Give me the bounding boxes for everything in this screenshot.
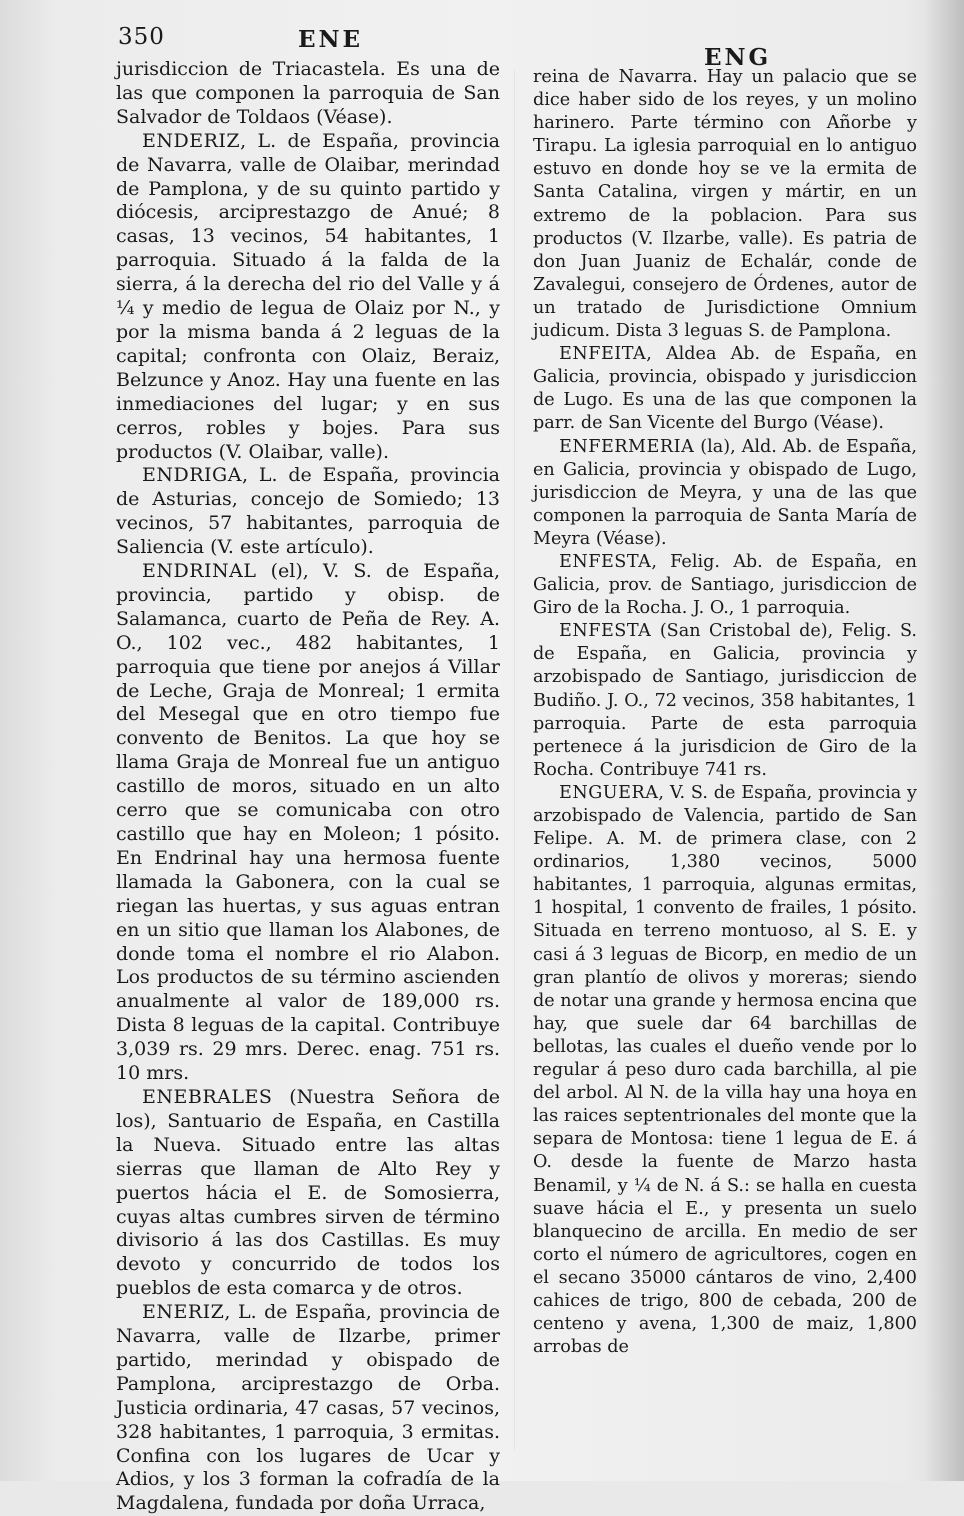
entry-enguera <box>533 782 917 1359</box>
column-gutter <box>514 70 515 1450</box>
entry-headword: ENFESTA <box>559 551 652 572</box>
page-number: 350 <box>118 24 165 50</box>
entry-headword: ENGUERA <box>559 782 659 803</box>
left-running-head: ENE <box>298 26 364 53</box>
page-edge-shadow <box>924 0 964 1481</box>
entry-endrinal <box>116 560 500 1086</box>
entry-headword: ENFERMERIA <box>559 436 695 457</box>
entry-text: (Nuestra Señora de los), Santuario de España, en Castilla la Nueva. Situado entre las altas sierras que llaman de Alto Rey y puertos hácia el E. de Somosierra, cuyas altas cumbres sirven de término divisorio á las dos Castillas. Es muy devoto y concurrido de todos los pueblos de esta comarca y de otros. <box>116 1085 500 1300</box>
entry-enderiz <box>116 130 500 465</box>
entry-text: , V. S. de España, provincia y arzobispado de Valencia, partido de San Felipe. A. M. de primera clase, con 2 ordinarios, 1,380 vecinos, 5000 habitantes, 1 parroquia, algunas ermitas, 1 hospital, 1 convento de frailes, 1 pósito. Situada en terreno montuoso, al S. E. y casi á 3 leguas de Bicorp, en medio de un gran plantío de olivos y moreras; siendo de notar una grande y hermosa encina que hay, que suele dar 64 barchillas de bellotas, las cuales el dueño vende por lo regular á peso duro cada barchilla, al pie del arbol. Al N. de la villa hay una hoya en las raices septentrionales del monte que la separa de Montosa: tiene 1 legua de E. á O. desde la fuente de Marzo hasta Benamil, y ¼ de N. á S.: se halla en cuesta suave hácia el E., y presenta un suelo blanquecino de arcilla. En medio de ser corto el número de agricultores, cogen en el secano 35000 cántaros de vino, 2,400 cahices de trigo, 800 de cebada, 200 de centeno y avena, 1,300 de maiz, 1,800 arrobas de <box>533 782 917 1358</box>
entry-headword: ENFEITA <box>559 344 647 365</box>
entry-text: , L. de España, provincia de Navarra, valle de Olaibar, merindad de Pamplona, y de su quinto partido y diócesis, arciprestazgo de Anué; 8 casas, 13 vecinos, 54 habitantes, 1 parroquia. Situado á la falda de la sierra, á la derecha del rio del Valle y á ¼ y medio de legua de Olaiz por N., y por la misma banda á 2 leguas de la capital; confronta con Olaiz, Beraiz, Belzunce y Anoz. Hay una fuente en las inmediaciones del lugar; y en sus cerros, robles y bojes. Para sus productos (V. Olaibar, valle). <box>116 129 500 463</box>
entry-continuation <box>533 66 917 343</box>
entry-text: , Aldea Ab. de España, en Galicia, provincia, obispado y jurisdiccion de Lugo. Es una de las que componen la parr. de San Vicente del Burgo (Véase). <box>533 344 917 434</box>
left-column <box>116 58 500 1516</box>
right-column <box>533 66 917 1359</box>
entry-text: reina de Navarra. Hay un palacio que se dice haber sido de los reyes, y un molino harinero. Parte término con Añorbe y Tirapu. La iglesia parroquial en lo antiguo estuvo en donde hoy se ve la ermita de Santa Catalina, virgen y mártir, en un extremo de la poblacion. Para sus productos (V. Ilzarbe, valle). Es patria de don Juan Juaniz de Echalár, conde de Zavalegui, consejero de Órdenes, autor de un tratado de Jurisdictione Omnium judicum. Dista 3 leguas S. de Pamplona. <box>533 67 917 342</box>
entry-enfeita <box>533 343 917 435</box>
entry-headword: ENDRINAL <box>142 560 257 583</box>
entry-eneriz <box>116 1301 500 1516</box>
entry-text: (la), Ald. Ab. de España, en Galicia, provincia y obispado de Lugo, jurisdiccion de Meyra, y una de las que componen la parroquia de Santa María de Meyra (Véase). <box>533 436 917 549</box>
entry-text: , L. de España, provincia de Asturias, concejo de Somiedo; 13 vecinos, 57 habitantes, parroquia de Saliencia (V. este artículo). <box>116 464 500 559</box>
entry-enfesta-san-cristobal <box>533 620 917 782</box>
entry-enfermeria <box>533 436 917 551</box>
entry-continuation <box>116 58 500 130</box>
right-running-head: ENG <box>704 44 772 71</box>
entry-headword: ENDRIGA <box>142 464 242 487</box>
entry-headword: ENFESTA <box>559 621 652 642</box>
entry-text: (San Cristobal de), Felig. S. de España, en Galicia, provincia y arzobispado de Santiago, jurisdiccion de Budiño. J. O., 72 vecinos, 358 habitantes, 1 parroquia. Parte de esta parroquia pertenece á la jurisdicion de Giro de la Rocha. Contribuye 741 rs. <box>533 621 917 780</box>
entry-headword: ENEBRALES <box>142 1085 273 1108</box>
entry-headword: ENDERIZ <box>142 129 241 152</box>
entry-enfesta <box>533 551 917 620</box>
page-header <box>0 18 964 71</box>
entry-headword: ENERIZ <box>142 1301 225 1324</box>
entry-endriga <box>116 464 500 560</box>
entry-enebrales <box>116 1086 500 1301</box>
entry-text: , L. de España, provincia de Navarra, valle de Ilzarbe, primer partido, merindad y obispado de Pamplona, arciprestazgo de Orba. Justicia ordinaria, 47 casas, 57 vecinos, 328 habitantes, 1 parroquia, 3 ermitas. Confina con los lugares de Ucar y Adios, y los 3 forman la cofradía de la Magdalena, fundada por doña Urraca, <box>116 1301 500 1515</box>
entry-text: (el), V. S. de España, provincia, partido y obisp. de Salamanca, cuarto de Peña de Rey. A. O., 102 vec., 482 habitantes, 1 parroquia que tiene por anejos á Villar de Leche, Graja de Monreal; 1 ermita del Mesegal que en otro tiempo fue convento de Benitos. La que hoy se llama Graja de Monreal fue un antiguo castillo de moros, situado en un alto cerro que se comunicaba con otro castillo que hay en Moleon; 1 pósito. En Endrinal hay una hermosa fuente llamada la Gabonera, con la cual se riegan las huertas, y sus aguas entran en un sitio que llaman los Alabones, de donde toma el nombre el rio Alabon. Los productos de su término ascienden anualmente al valor de 189,000 rs. Dista 8 leguas de la capital. Contribuye 3,039 rs. 29 mrs. Derec. enag. 751 rs. 10 mrs. <box>116 560 500 1085</box>
entry-text: , Felig. Ab. de España, en Galicia, prov. de Santiago, jurisdiccion de Giro de la Rocha. J. O., 1 parroquia. <box>533 551 917 619</box>
entry-text: jurisdiccion de Triacastela. Es una de las que componen la parroquia de San Salvador de Toldaos (Véase). <box>116 58 500 128</box>
